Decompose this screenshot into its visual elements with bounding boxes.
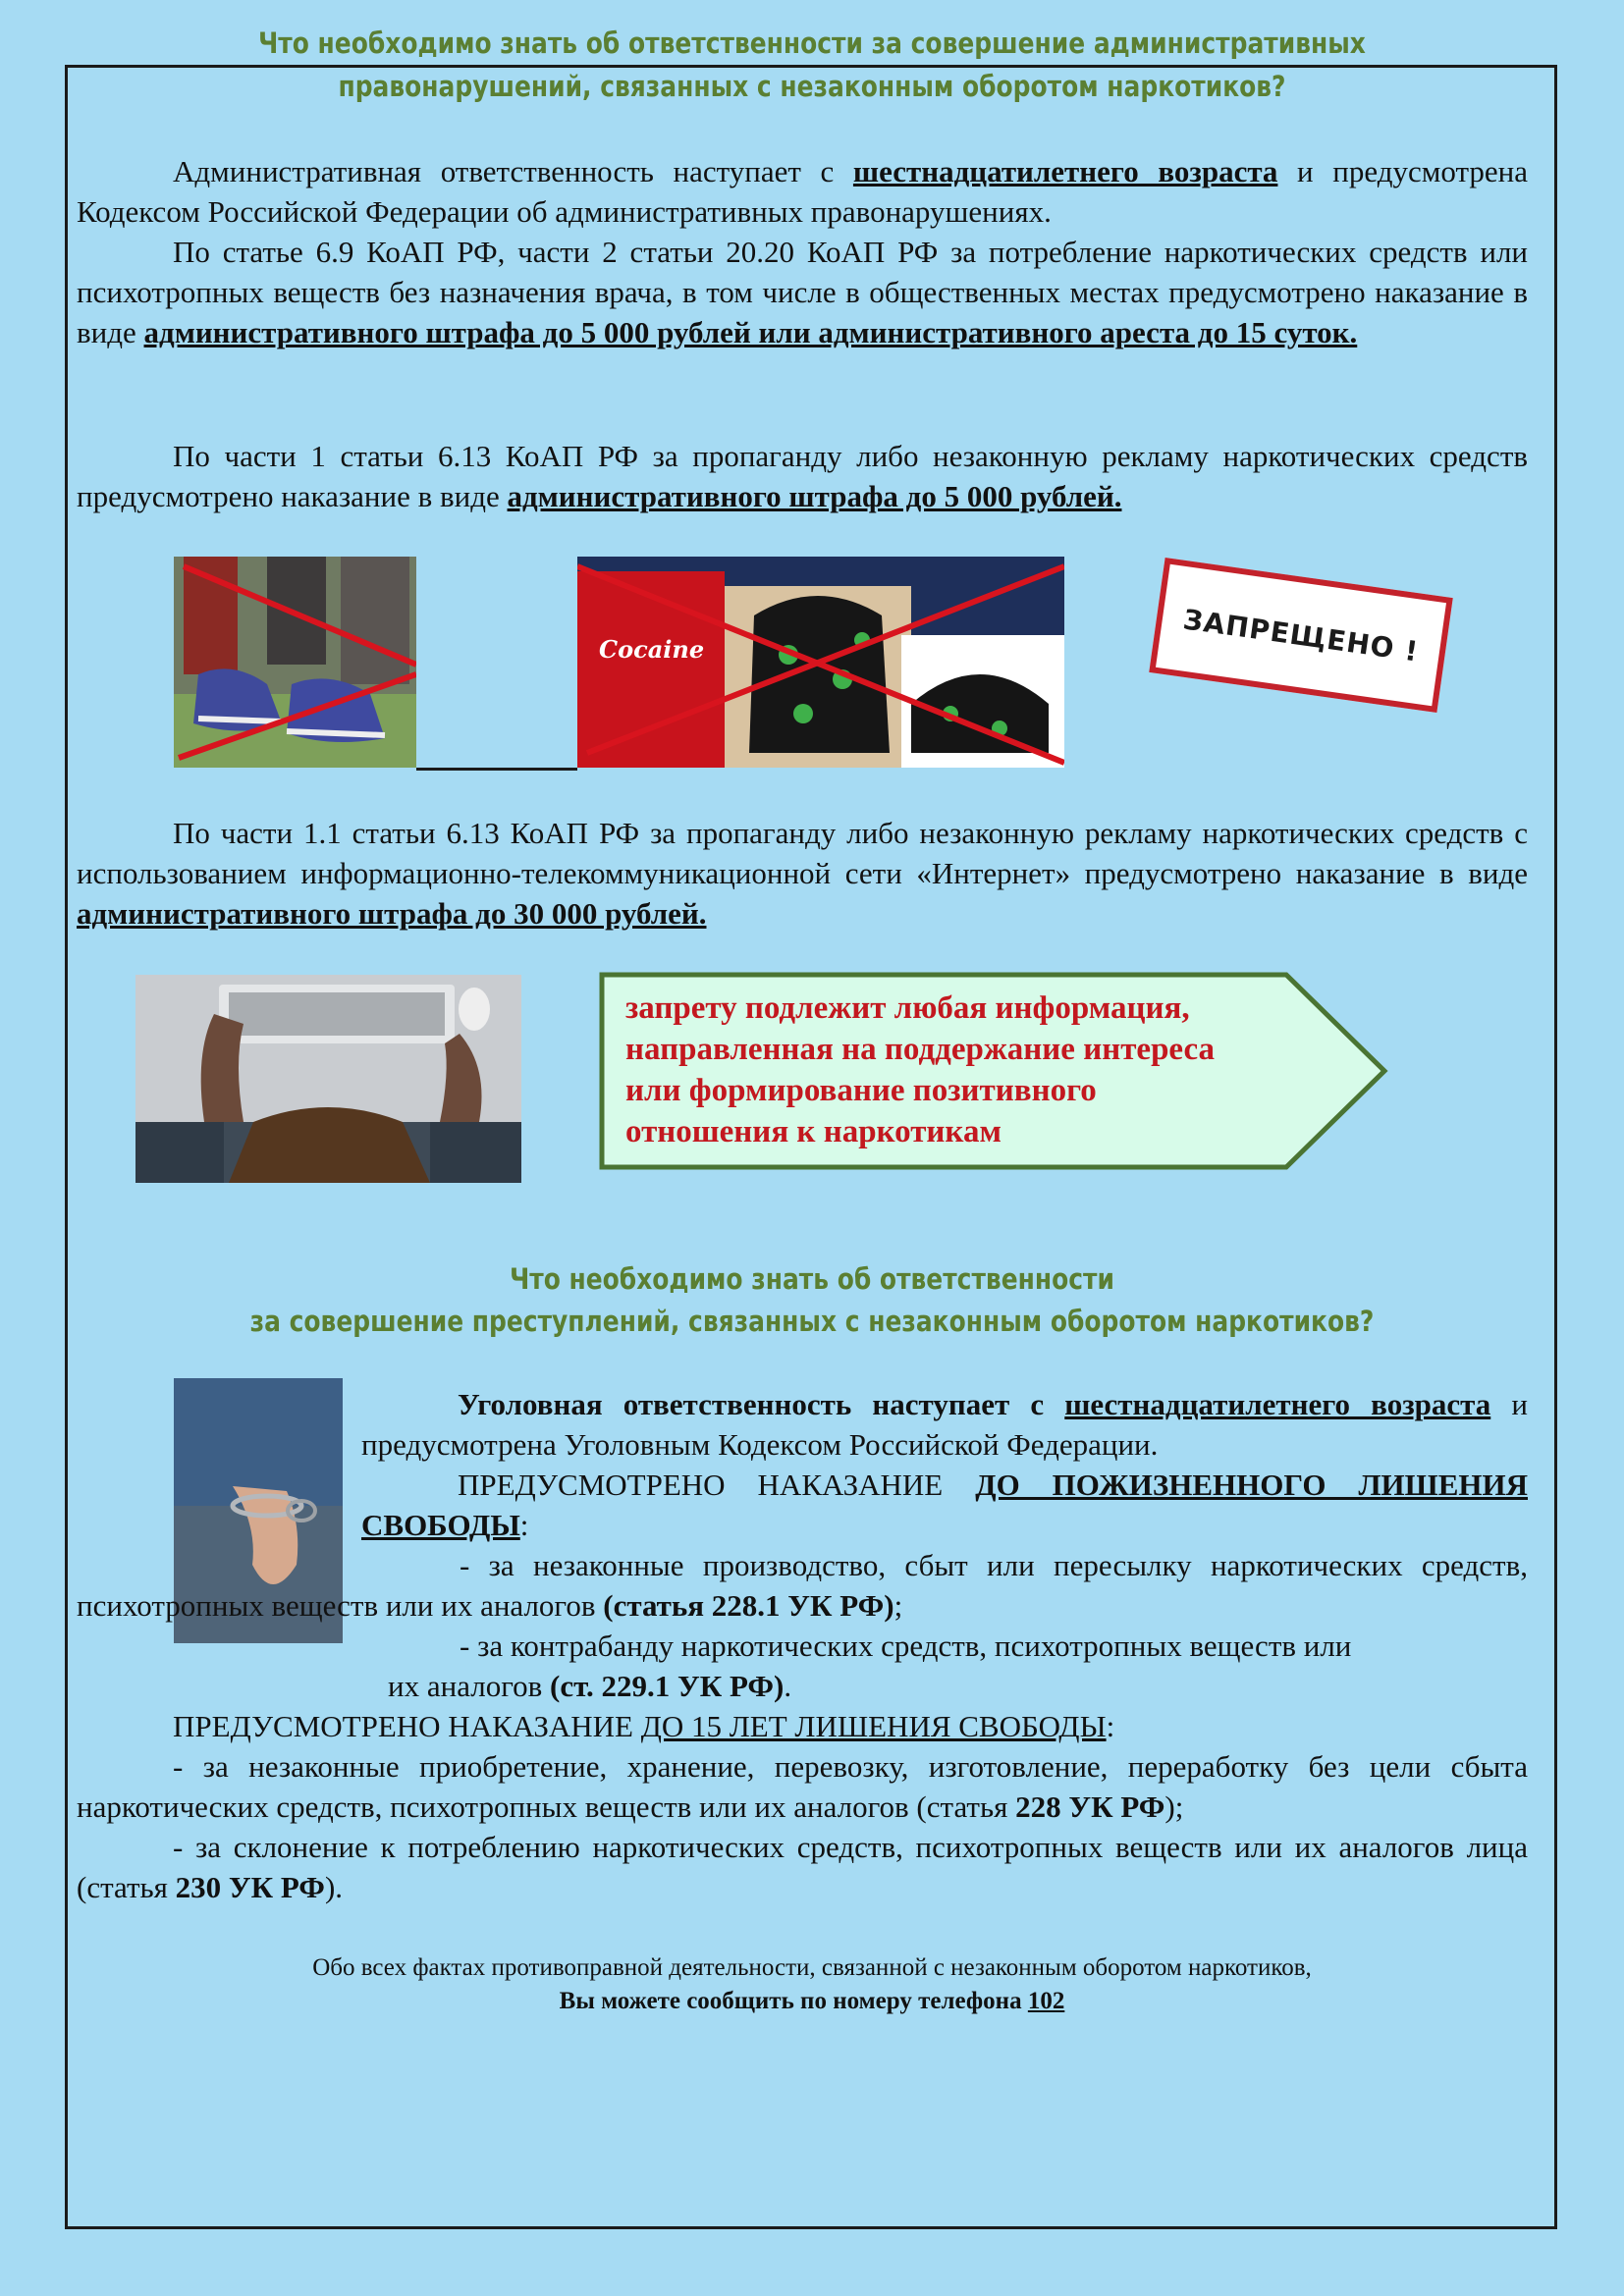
- heading-criminal: [114, 1258, 1510, 1343]
- forbidden-stamp-label: ЗАПРЕЩЕНО !: [1181, 602, 1421, 668]
- heading-criminal-line1: Что необходимо знать об ответственности: [510, 1262, 1114, 1296]
- criminal-age-emphasis: шестнадцатилетнего возраста: [1064, 1387, 1491, 1421]
- life-sentence-emphasis: ДО ПОЖИЗНЕННОГО ЛИШЕНИЯ СВОБОДЫ: [361, 1468, 1528, 1542]
- image-underline: [416, 768, 577, 771]
- arrow-callout-text: запрету подлежит любая информация, направленная на поддержание интереса или формирование позитивного отношения к наркотикам: [625, 990, 1216, 1149]
- paragraph-article-6-13: По части 1 статьи 6.13 КоАП РФ за пропаганду либо незаконную рекламу наркотических средств предусмотрено наказание в виде административного штрафа до 5 000 рублей.: [77, 439, 1528, 513]
- paragraph-article-229-1-a: - за контрабанду наркотических средств, психотропных веществ или: [460, 1629, 1352, 1663]
- paragraph-age: Административная ответственность наступает с шестнадцатилетнего возраста и предусмотрена Кодексом Российской Федерации об административных правонарушениях.: [77, 154, 1528, 229]
- admin-internet-block: [77, 813, 1528, 934]
- paragraph-article-6-13-1-1: По части 1.1 статьи 6.13 КоАП РФ за пропаганду либо незаконную рекламу наркотических средств с использованием информационно-телекоммуникационной сети «Интернет» предусмотрено наказание в виде административного штрафа до 30 000 рублей.: [77, 816, 1528, 931]
- heading-administrative-line2: правонарушений, связанных с незаконным оборотом наркотиков?: [338, 70, 1286, 103]
- admin-article-6-13-block: [77, 436, 1528, 516]
- shirt-text: Cocaine: [599, 635, 705, 664]
- paragraph-15-years: ПРЕДУСМОТРЕНО НАКАЗАНИЕ ДО 15 ЛЕТ ЛИШЕНИЯ СВОБОДЫ:: [173, 1709, 1115, 1743]
- heading-administrative-line1: Что необходимо знать об ответственности за совершение административных: [258, 27, 1366, 60]
- footer-line1: Обо всех фактах противоправной деятельности, связанной с незаконным оборотом наркотиков,: [312, 1954, 1312, 1981]
- paragraph-criminal-age: Уголовная ответственность наступает с шестнадцатилетнего возраста и предусмотрена Уголовным Кодексом Российской Федерации.: [361, 1387, 1528, 1462]
- fine-5000: административного штрафа до 5 000 рублей.: [507, 479, 1122, 513]
- fifteen-years-emphasis: ДО 15 ЛЕТ ЛИШЕНИЯ СВОБОДЫ: [640, 1709, 1107, 1743]
- sneakers-photo: [174, 557, 416, 768]
- paragraph-article-229-1-b: их аналогов (ст. 229.1 УК РФ).: [388, 1669, 792, 1703]
- paragraph-life-sentence: ПРЕДУСМОТРЕНО НАКАЗАНИЕ ДО ПОЖИЗНЕННОГО ЛИШЕНИЯ СВОБОДЫ:: [361, 1468, 1528, 1542]
- merchandise-photo: [577, 557, 1064, 768]
- footer-line2: Вы можете сообщить по номеру телефона 102: [559, 1988, 1065, 2014]
- paragraph-article-6-9: По статье 6.9 КоАП РФ, части 2 статьи 20.20 КоАП РФ за потребление наркотических средств или психотропных веществ без назначения врача, в том числе в общественных местах предусмотрено наказание в виде административного штрафа до 5 000 рублей или административного ареста до 15 суток.: [77, 235, 1528, 349]
- heading-criminal-line2: за совершение преступлений, связанных с незаконным оборотом наркотиков?: [249, 1305, 1375, 1338]
- paragraph-article-230: - за склонение к потреблению наркотических средств, психотропных веществ или их аналогов лица (статья 230 УК РФ).: [77, 1830, 1528, 1904]
- criminal-intro-block: [361, 1384, 1528, 1545]
- criminal-list-block: [77, 1545, 1528, 1907]
- paragraph-article-228: - за незаконные приобретение, хранение, перевозку, изготовление, переработку без цели сбыта наркотических средств, психотропных веществ или их аналогов (статья 228 УК РФ);: [77, 1749, 1528, 1824]
- fine-30000: административного штрафа до 30 000 рублей.: [77, 896, 707, 931]
- computer-user-photo: [135, 975, 521, 1183]
- footer-note: [0, 1951, 1624, 2018]
- paragraph-article-228-1: - за незаконные производство, сбыт или пересылку наркотических средств, психотропных веществ или их аналогов (статья 228.1 УК РФ);: [77, 1548, 1528, 1623]
- phone-number: 102: [1027, 1988, 1065, 2014]
- fine-5000-arrest: административного штрафа до 5 000 рублей или административного ареста до 15 суток.: [143, 315, 1358, 349]
- age-emphasis: шестнадцатилетнего возраста: [852, 154, 1278, 188]
- admin-intro-block: [77, 151, 1528, 352]
